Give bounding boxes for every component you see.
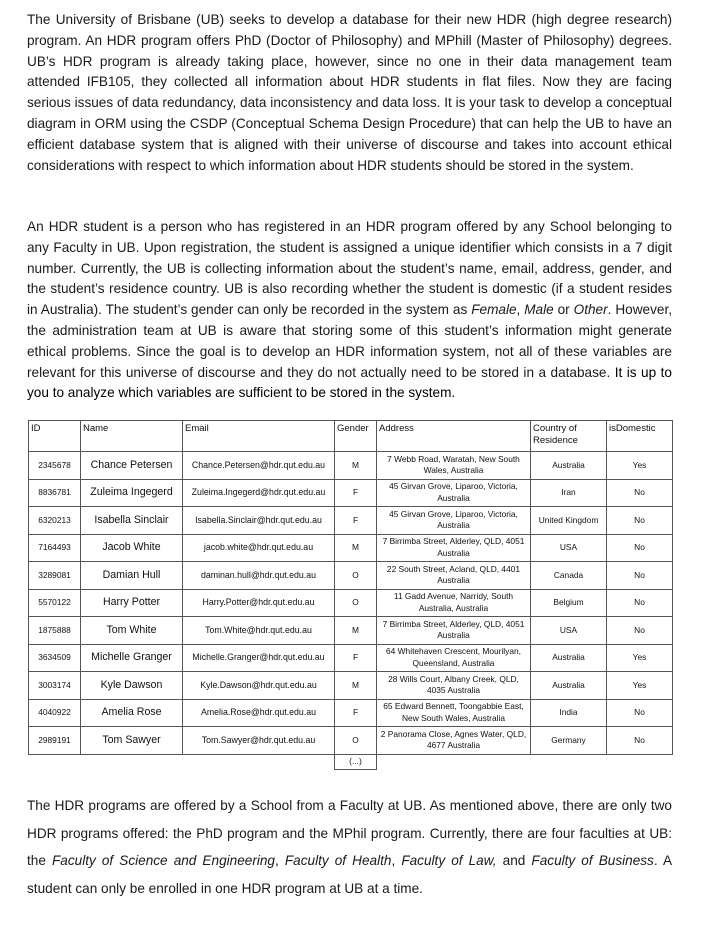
student-address-cell: 7 Webb Road, Waratah, New South Wales, Australia — [377, 452, 531, 480]
student-country-cell: Australia — [531, 644, 607, 672]
student-email-cell: Amelia.Rose@hdr.qut.edu.au — [183, 699, 335, 727]
student-records-table — [28, 420, 673, 770]
column-header-email: Email — [183, 421, 335, 452]
student-gender-cell: O — [335, 589, 377, 617]
student-email-cell: Kyle.Dawson@hdr.qut.edu.au — [183, 672, 335, 700]
student-domestic-cell: Yes — [607, 672, 673, 700]
gender-female-option: Female — [471, 302, 517, 318]
student-email-cell: Tom.Sawyer@hdr.qut.edu.au — [183, 727, 335, 755]
student-domestic-cell: No — [607, 617, 673, 645]
student-gender-cell: F — [335, 644, 377, 672]
student-id-cell: 2345678 — [29, 452, 81, 480]
programs-paragraph — [27, 792, 672, 902]
student-country-cell: Iran — [531, 479, 607, 507]
column-header-country: Country of Residence — [531, 421, 607, 452]
column-header-address: Address — [377, 421, 531, 452]
student-address-cell: 65 Edward Bennett, Toongabbie East, New South Wales, Australia — [377, 699, 531, 727]
programs-text: The HDR programs are offered by a School from a Faculty at UB. As mentioned above, there are only two HDR programs offered: the PhD program and the MPhil program. Currently, there are four faculties at UB: the — [27, 798, 672, 868]
student-id-cell: 6320213 — [29, 507, 81, 535]
student-email-cell: Michelle.Granger@hdr.qut.edu.au — [183, 644, 335, 672]
programs-text-continued: . A student can only be enrolled in one HDR program at UB at a time. — [27, 853, 673, 896]
student-gender-cell: O — [335, 727, 377, 755]
student-country-cell: USA — [531, 534, 607, 562]
student-address-cell: 11 Gadd Avenue, Narridy, South Australia, Australia — [377, 589, 531, 617]
student-name-cell: Damian Hull — [81, 562, 183, 590]
gender-other-option: Other — [573, 302, 608, 318]
student-domestic-cell: No — [607, 699, 673, 727]
student-country-cell: Australia — [531, 452, 607, 480]
student-country-cell: Canada — [531, 562, 607, 590]
student-id-cell: 3003174 — [29, 672, 81, 700]
separator: , — [516, 302, 525, 318]
student-name-cell: Kyle Dawson — [81, 672, 183, 700]
separator: , — [275, 853, 285, 868]
student-address-cell: 22 South Street, Acland, QLD, 4401 Australia — [377, 562, 531, 590]
student-description-paragraph — [27, 217, 672, 404]
student-name-cell: Amelia Rose — [81, 699, 183, 727]
student-address-cell: 7 Birrimba Street, Alderley, QLD, 4051 Australia — [377, 534, 531, 562]
student-gender-cell: F — [335, 507, 377, 535]
student-address-cell: 7 Birrimba Street, Alderley, QLD, 4051 Australia — [377, 617, 531, 645]
student-country-cell: Germany — [531, 727, 607, 755]
faculty-health: Faculty of Health — [284, 853, 392, 868]
student-description-text-continued: . However, the administration team at UB is aware that storing some of this student’s information might generate ethical problems. Since the goal is to develop an HDR information system, not all of these variables are relevant for this universe of discourse and they do not actually need to be stored in a database. — [27, 302, 673, 380]
student-name-cell: Tom White — [81, 617, 183, 645]
intro-paragraph: The University of Brisbane (UB) seeks to develop a database for their new HDR (high degree research) program. An HDR program offers PhD (Doctor of Philosophy) and MPhill (Master of Philosophy) degrees. UB’s HDR program is already taking place, however, since no one in their data management team attended IFB105, they collected all information about HDR students in flat files. Now they are facing serious issues of data redundancy, data inconsistency and data loss. It is your task to develop a conceptual diagram in ORM using the CSDP (Conceptual Schema Design Procedure) that can help the UB to have an efficient database system that is aligned with their universe of discourse and takes into account ethical considerations with respect to which information about HDR students should be stored in the system. — [27, 12, 672, 173]
student-email-cell: Tom.White@hdr.qut.edu.au — [183, 617, 335, 645]
student-id-cell: 2989191 — [29, 727, 81, 755]
column-header-domestic: isDomestic — [607, 421, 673, 452]
task-instruction-sentence: It is up to you to analyze which variables are sufficient to be stored in the system. — [27, 364, 672, 401]
faculty-business: Faculty of Business — [531, 853, 654, 868]
column-header-name: Name — [81, 421, 183, 452]
column-header-id: ID — [29, 421, 81, 452]
student-name-cell: Chance Petersen — [81, 452, 183, 480]
student-id-cell: 1875888 — [29, 617, 81, 645]
student-country-cell: Australia — [531, 672, 607, 700]
student-name-cell: Zuleima Ingegerd — [81, 479, 183, 507]
student-name-cell: Tom Sawyer — [81, 727, 183, 755]
student-domestic-cell: No — [607, 562, 673, 590]
student-email-cell: Harry.Potter@hdr.qut.edu.au — [183, 589, 335, 617]
table-row — [29, 699, 673, 727]
student-address-cell: 45 Girvan Grove, Liparoo, Victoria, Australia — [377, 507, 531, 535]
student-name-cell: Michelle Granger — [81, 644, 183, 672]
student-country-cell: USA — [531, 617, 607, 645]
student-domestic-cell: No — [607, 727, 673, 755]
student-domestic-cell: No — [607, 479, 673, 507]
student-email-cell: Chance.Petersen@hdr.qut.edu.au — [183, 452, 335, 480]
table-row — [29, 479, 673, 507]
table-ellipsis: (...) — [335, 754, 377, 769]
student-description-text: An HDR student is a person who has registered in an HDR program offered by any School belonging to any Faculty in UB. Upon registration, the student is assigned a unique identifier which consists in a 7 digit number. Currently, the UB is collecting information about the student’s name, email, address, gender, and the student’s residence country. UB is also recording whether the student is domestic (if a student resides in Australia). The student’s gender can only be recorded in the system as — [27, 219, 672, 318]
blank-cell — [29, 754, 335, 769]
student-id-cell: 8836781 — [29, 479, 81, 507]
student-domestic-cell: No — [607, 534, 673, 562]
student-country-cell: India — [531, 699, 607, 727]
student-gender-cell: M — [335, 617, 377, 645]
student-gender-cell: F — [335, 479, 377, 507]
faculty-science-engineering: Faculty of Science and Engineering — [51, 853, 275, 868]
student-id-cell: 4040922 — [29, 699, 81, 727]
student-country-cell: United Kingdom — [531, 507, 607, 535]
student-address-cell: 28 Wills Court, Albany Creek, QLD, 4035 Australia — [377, 672, 531, 700]
gender-male-option: Male — [524, 302, 554, 318]
separator: , — [391, 853, 402, 868]
student-email-cell: Zuleima.Ingegerd@hdr.qut.edu.au — [183, 479, 335, 507]
student-domestic-cell: Yes — [607, 452, 673, 480]
student-address-cell: 64 Whitehaven Crescent, Mourilyan, Queensland, Australia — [377, 644, 531, 672]
faculty-law: Faculty of Law, — [401, 853, 497, 868]
separator: or — [553, 302, 574, 318]
student-email-cell: jacob.white@hdr.qut.edu.au — [183, 534, 335, 562]
student-id-cell: 7164493 — [29, 534, 81, 562]
student-id-cell: 5570122 — [29, 589, 81, 617]
table-row — [29, 534, 673, 562]
student-gender-cell: M — [335, 534, 377, 562]
table-row — [29, 507, 673, 535]
table-row — [29, 727, 673, 755]
table-row — [29, 617, 673, 645]
table-row — [29, 562, 673, 590]
student-gender-cell: O — [335, 562, 377, 590]
student-address-cell: 2 Panorama Close, Agnes Water, QLD, 4677 Australia — [377, 727, 531, 755]
student-email-cell: Isabella.Sinclair@hdr.qut.edu.au — [183, 507, 335, 535]
table-row — [29, 452, 673, 480]
student-domestic-cell: No — [607, 589, 673, 617]
table-continuation-row — [29, 754, 673, 769]
student-name-cell: Jacob White — [81, 534, 183, 562]
student-gender-cell: F — [335, 699, 377, 727]
student-country-cell: Belgium — [531, 589, 607, 617]
student-name-cell: Isabella Sinclair — [81, 507, 183, 535]
column-header-gender: Gender — [335, 421, 377, 452]
student-domestic-cell: No — [607, 507, 673, 535]
student-email-cell: daminan.hull@hdr.qut.edu.au — [183, 562, 335, 590]
blank-cell — [377, 754, 673, 769]
student-domestic-cell: Yes — [607, 644, 673, 672]
table-row — [29, 672, 673, 700]
student-gender-cell: M — [335, 672, 377, 700]
table-row — [29, 644, 673, 672]
student-id-cell: 3634509 — [29, 644, 81, 672]
student-id-cell: 3289081 — [29, 562, 81, 590]
table-row — [29, 589, 673, 617]
student-address-cell: 45 Girvan Grove, Liparoo, Victoria, Australia — [377, 479, 531, 507]
student-name-cell: Harry Potter — [81, 589, 183, 617]
table-header-row — [29, 421, 673, 452]
separator: and — [496, 853, 532, 868]
student-gender-cell: M — [335, 452, 377, 480]
